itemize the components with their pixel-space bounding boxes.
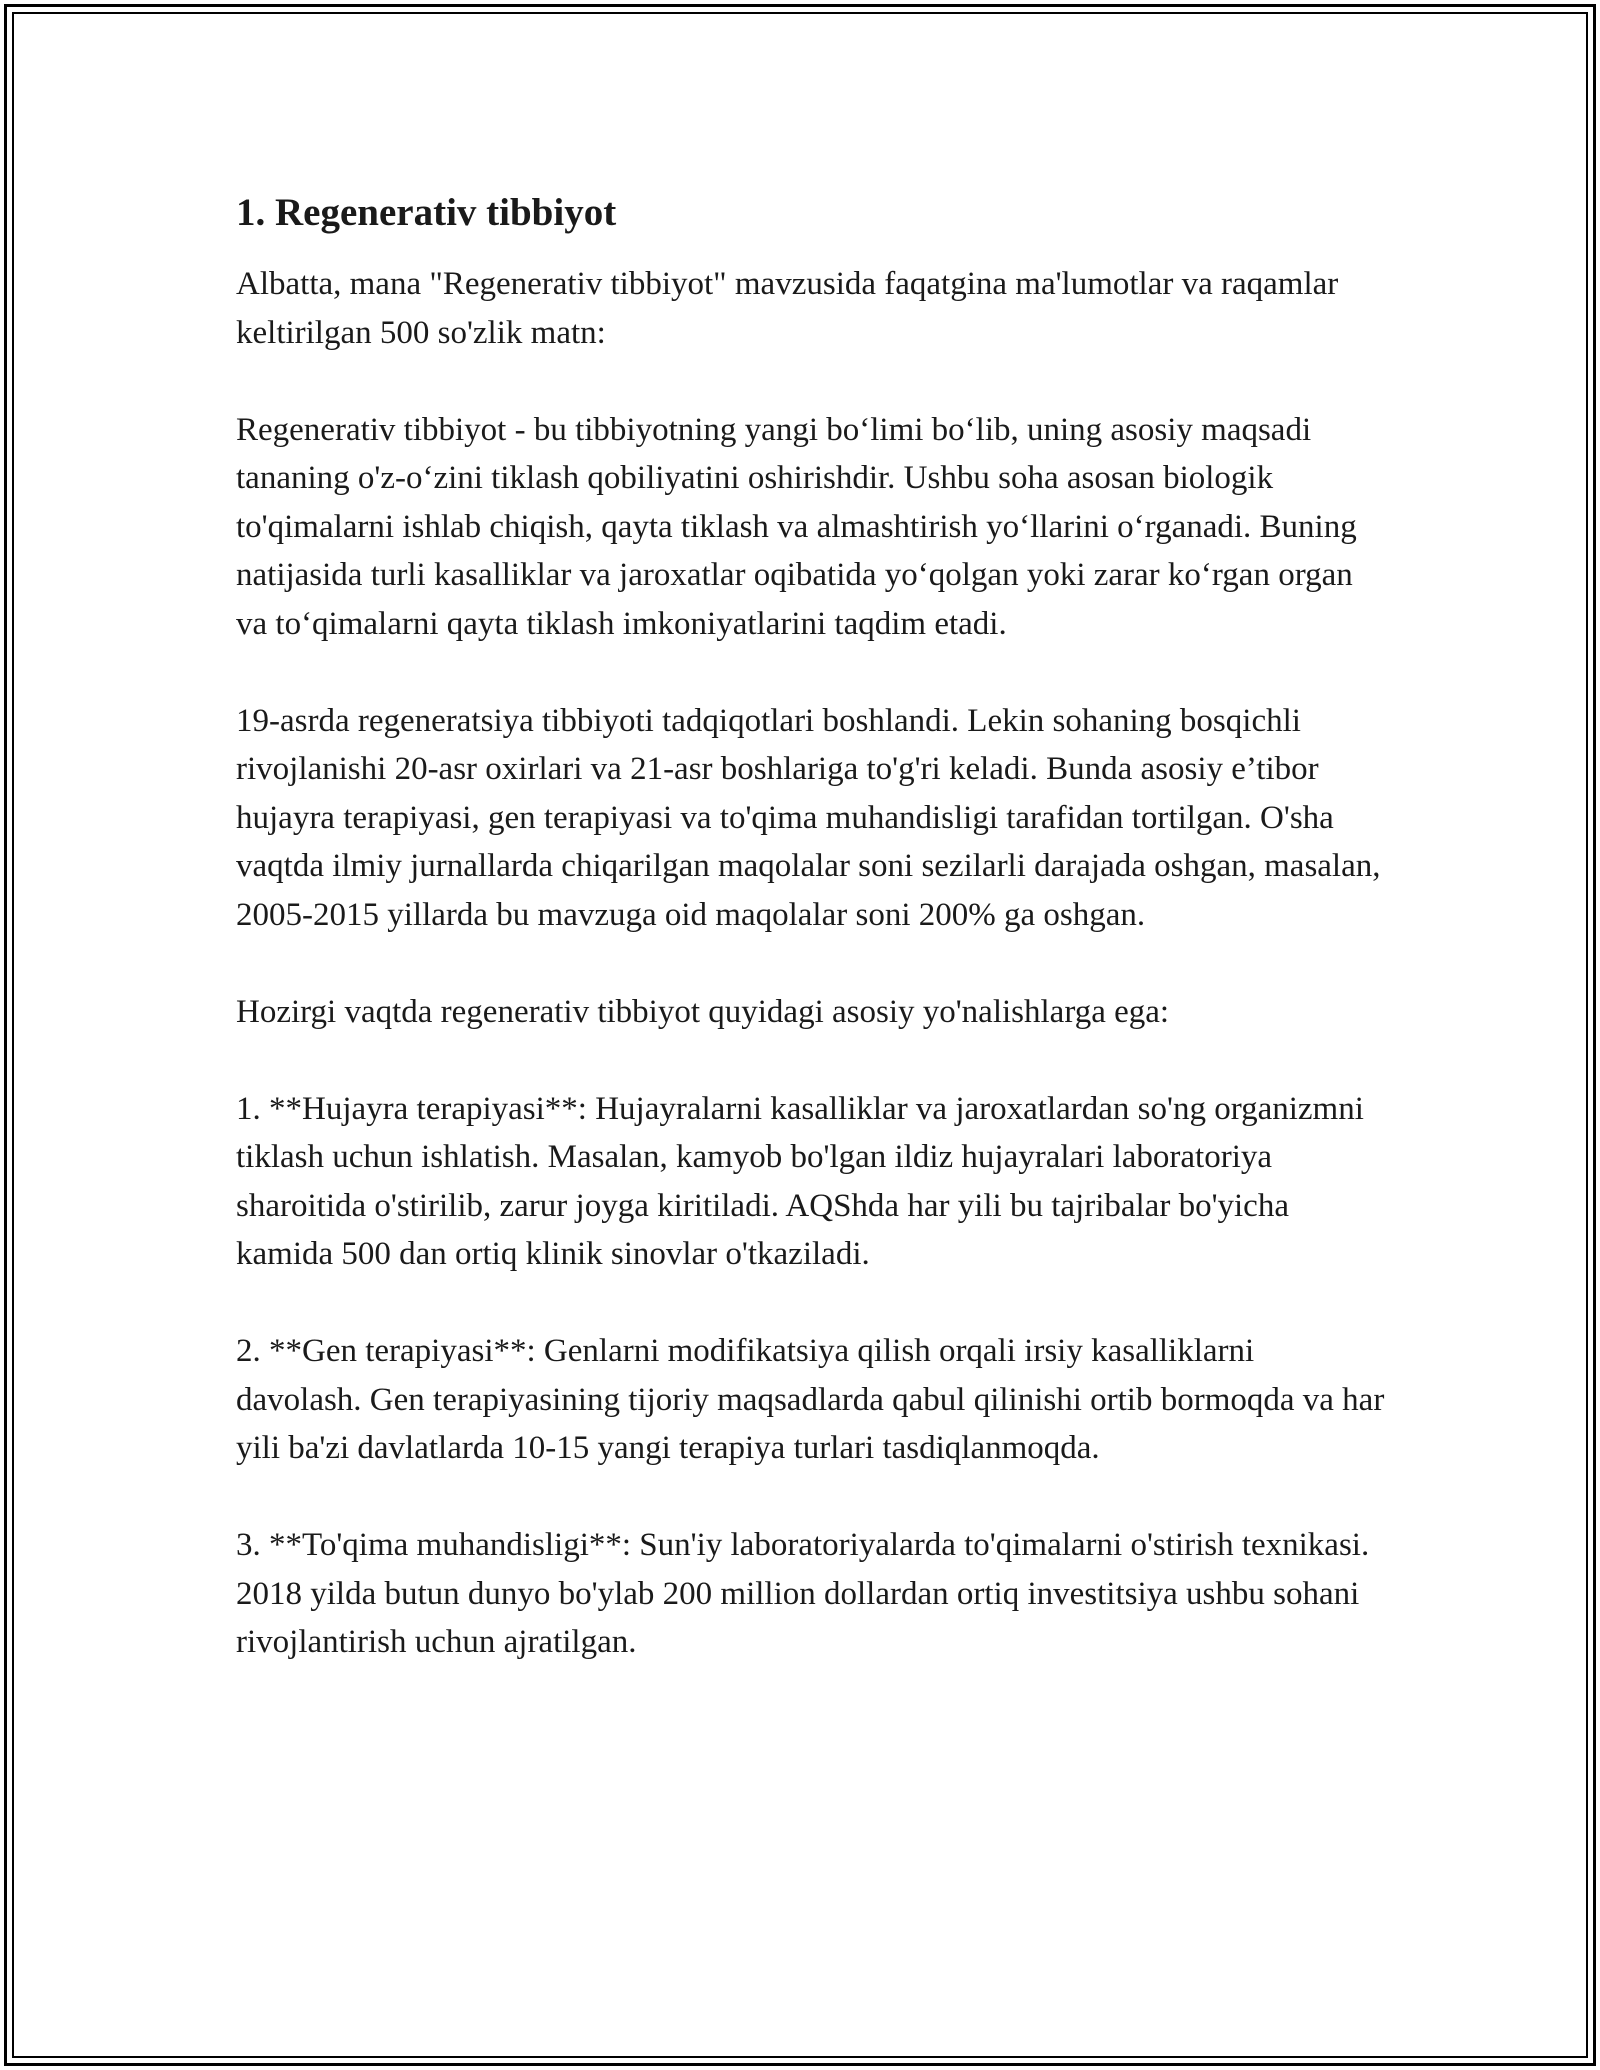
paragraph-history: 19-asrda regeneratsiya tibbiyoti tadqiqotlari boshlandi. Lekin sohaning bosqichli rivojlanishi 20-asr oxirlari va 21-asr boshlariga to'g'ri keladi. Bunda asosiy e’tibor hujayra terapiyasi, gen terapiyasi va to'qima muhandisligi tarafidan tortilgan. O'sha vaqtda ilmiy jurnallarda chiqarilgan maqolalar soni sezilarli darajada oshgan, masalan, 2005-2015 yillarda bu mavzuga oid maqolalar soni 200% ga oshgan. xyxy=(236,702,1381,933)
paragraph-definition: Regenerativ tibbiyot - bu tibbiyotning yangi boʻlimi boʻlib, uning asosiy maqsadi tananing o'z-oʻzini tiklash qobiliyatini oshirishdir. Ushbu soha asosan biologik to'qimalarni ishlab chiqish, qayta tiklash va almashtirish yoʻllarini oʻrganadi. Buning natijasida turli kasalliklar va jaroxatlar oqibatida yoʻqolgan yoki zarar koʻrgan organ va toʻqimalarni qayta tiklash imkoniyatlarini taqdim etadi. xyxy=(236,411,1357,642)
paragraph-directions-intro: Hozirgi vaqtda regenerativ tibbiyot quyidagi asosiy yo'nalishlarga ega: xyxy=(236,993,1170,1030)
list-item-cell-therapy: 1. **Hujayra terapiyasi**: Hujayralarni kasalliklar va jaroxatlardan so'ng organizmni tiklash uchun ishlatish. Masalan, kamyob bo'lgan ildiz hujayralari laboratoriya sharoitida o'stirilib, zarur joyga kiritiladi. AQShda har yili bu tajribalar bo'yicha kamida 500 dan ortiq klinik sinovlar o'tkaziladi. xyxy=(236,1090,1364,1272)
paragraph-intro: Albatta, mana "Regenerativ tibbiyot" mavzusida faqatgina ma'lumotlar va raqamlar keltirilgan 500 so'zlik matn: xyxy=(236,266,1339,351)
list-item-tissue-engineering: 3. **To'qima muhandisligi**: Sun'iy laboratoriyalarda to'qimalarni o'stirish texnikasi. 2018 yilda butun dunyo bo'ylab 200 million dollardan ortiq investitsiya ushbu sohani rivojlantirish uchun ajratilgan. xyxy=(236,1527,1370,1660)
document-title: 1. Regenerativ tibbiyot xyxy=(236,191,617,234)
list-item-gene-therapy: 2. **Gen terapiyasi**: Genlarni modifikatsiya qilish orqali irsiy kasalliklarni davolash. Gen terapiyasining tijoriy maqsadlarda qabul qilinishi ortib bormoqda va har yili ba'zi davlatlarda 10-15 yangi terapiya turlari tasdiqlanmoqda. xyxy=(236,1333,1385,1466)
document-body xyxy=(236,188,1386,1715)
